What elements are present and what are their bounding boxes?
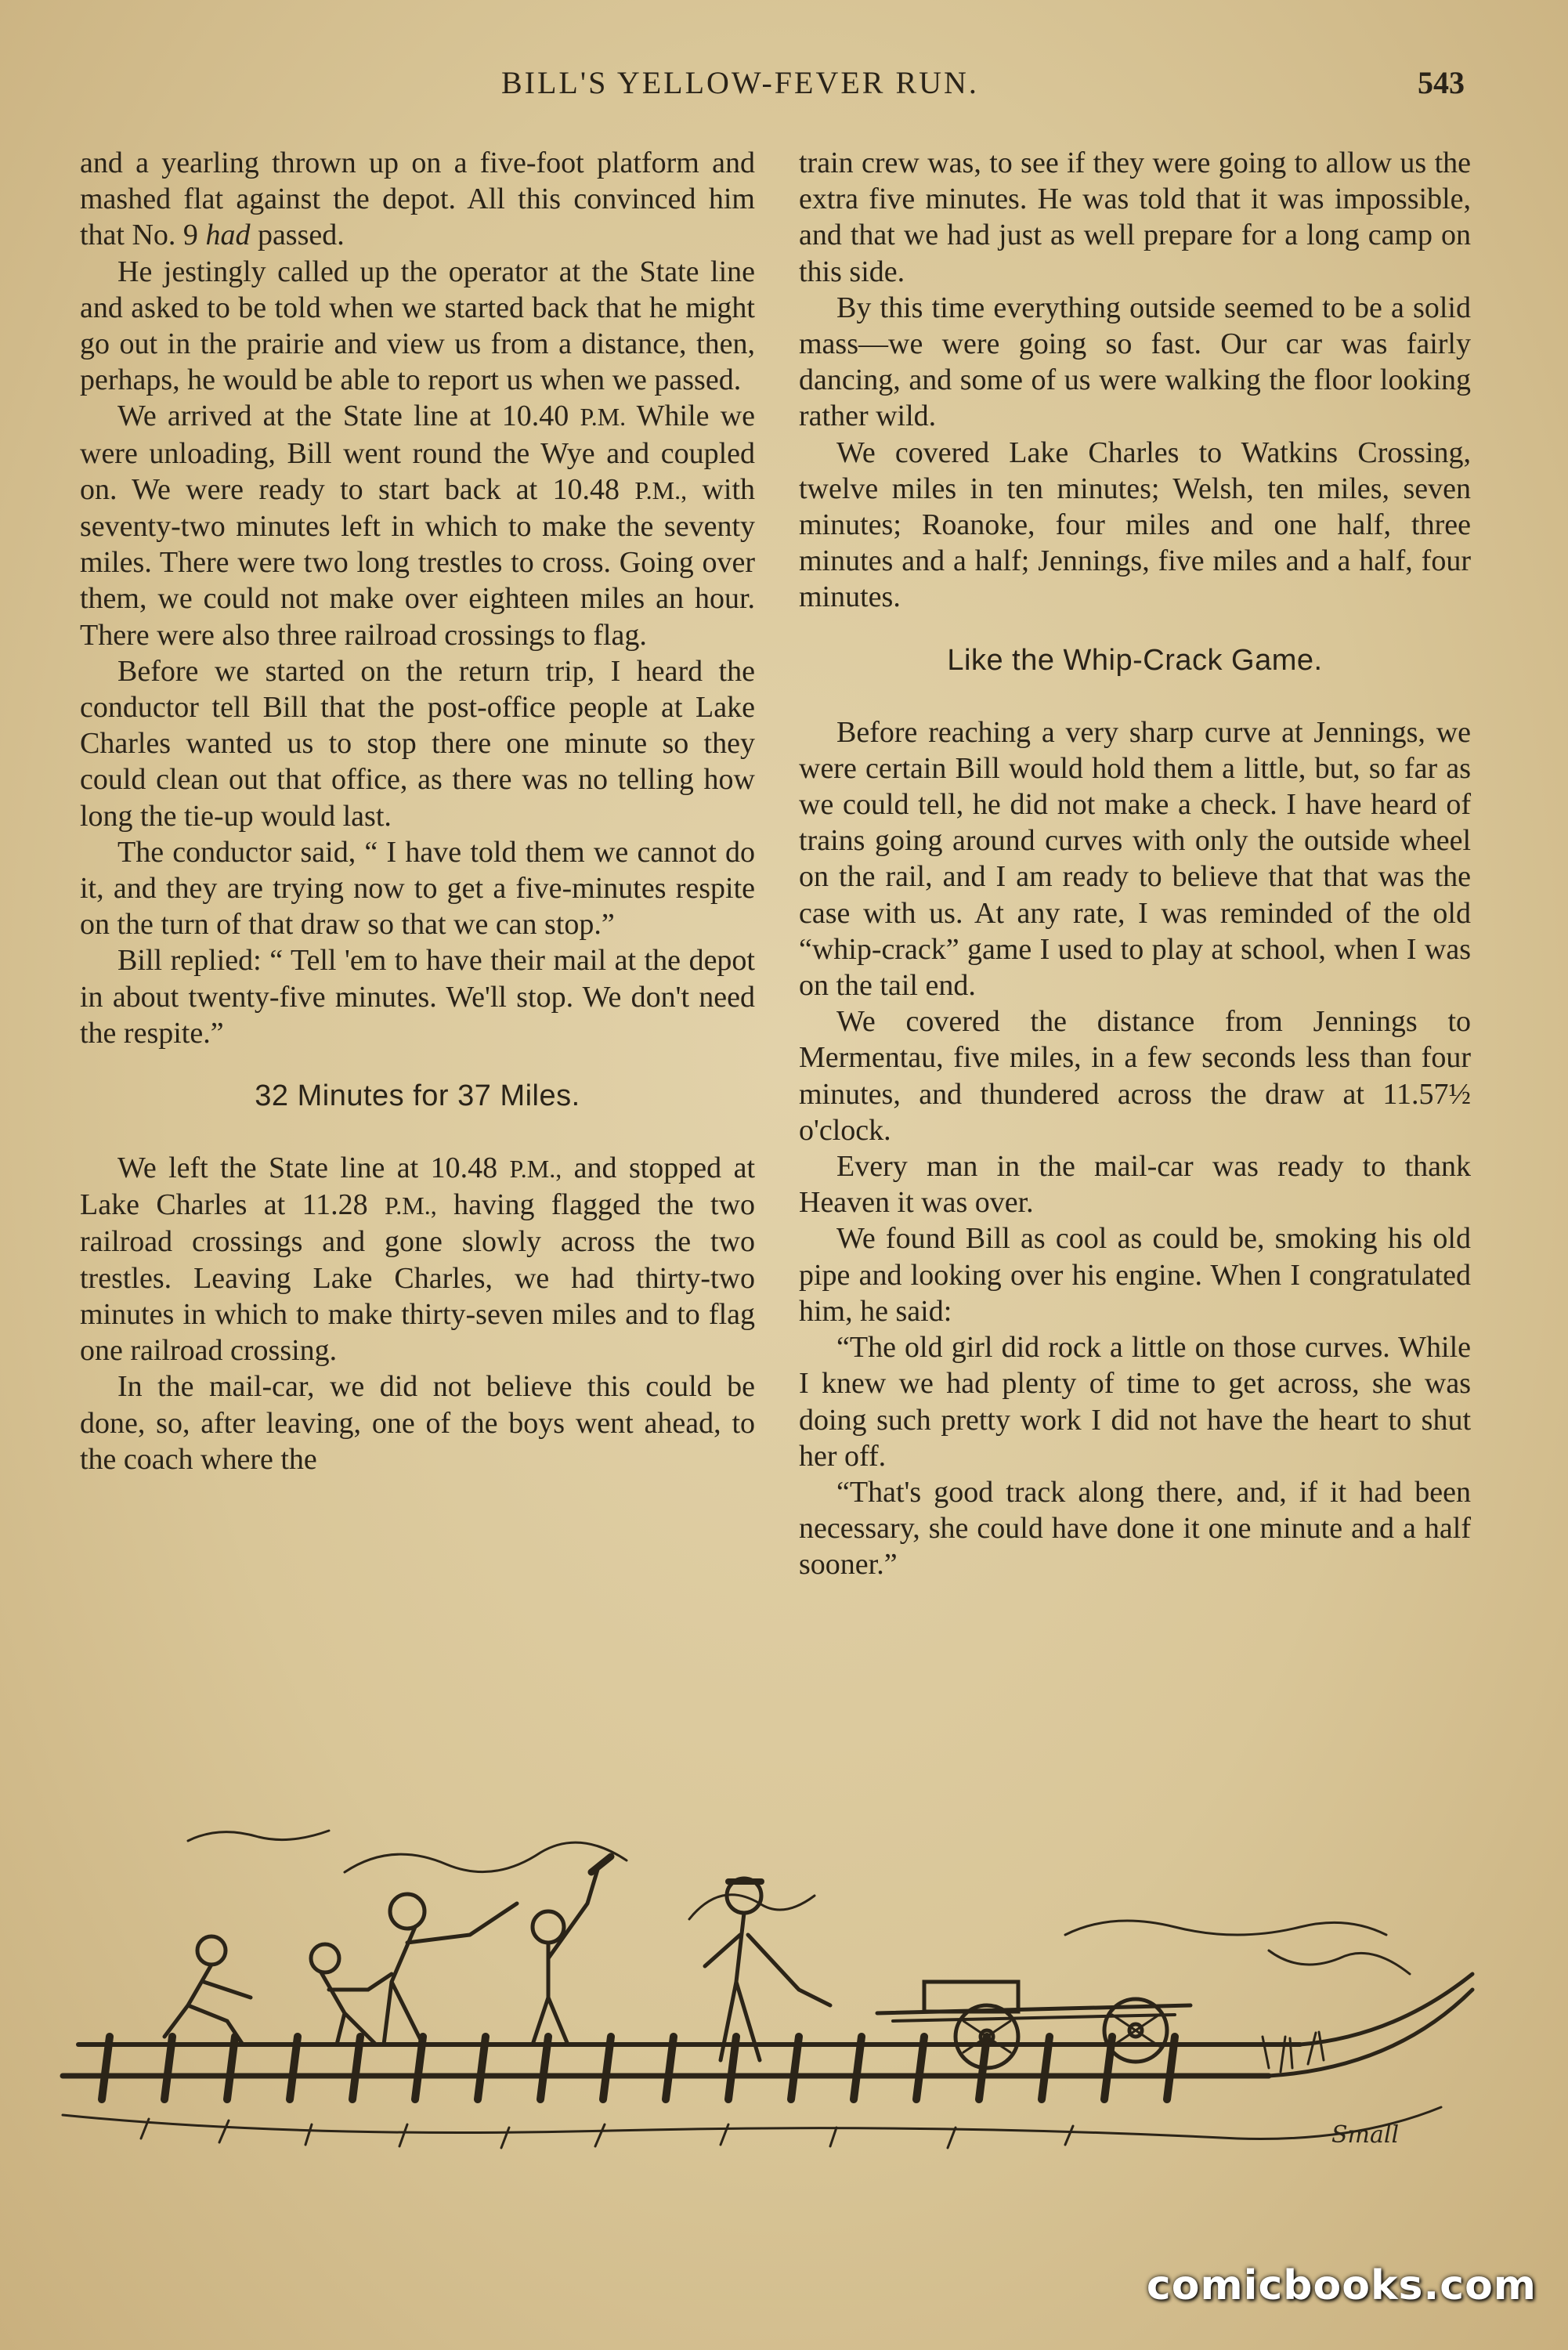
left-column: [80, 145, 755, 1477]
watermark: comicbooks.com: [1146, 2262, 1537, 2309]
section-heading: Like the Whip-Crack Game.: [947, 643, 1323, 677]
paragraph: By this time everything outside seemed to be a solid mass—we were going so fast. Our car was fairly dancing, and some of us were walking the floor looking rather wild.: [799, 291, 1471, 433]
paragraph: train crew was, to see if they were going to allow us the extra five minutes. He was told that it was impossible, and that we had just as well prepare for a long camp on this side.: [799, 146, 1471, 288]
paragraph: The conductor said, “ I have told them we cannot do it, and they are trying now to get a five-minutes respite on the turn of that draw so that we can stop.”: [80, 835, 755, 942]
paragraph: “That's good track along there, and, if it had been necessary, she could have done it one minute and a half sooner.”: [799, 1475, 1471, 1582]
paragraph: We left the State line at 10.48 P.M., and stopped at Lake Charles at 11.28 P.M., having flagged the two railroad crossings and gone slowly across the two trestles. Leaving Lake Charles, we had thirty-two minutes in which to make thirty-seven miles and to flag one railroad crossing.: [80, 1152, 756, 1368]
running-title: BILL'S YELLOW-FEVER RUN.: [501, 65, 979, 100]
right-column: [799, 145, 1471, 1583]
paragraph: In the mail-car, we did not believe this could be done, so, after leaving, one of the boys went ahead, to the coach where the: [80, 1370, 755, 1476]
paragraph: He jestingly called up the operator at the State line and asked to be told when we started back that he might go out in the prairie and view us from a distance, then, perhaps, he would be able to report us when we passed.: [80, 255, 755, 397]
paragraph: Bill replied: “ Tell 'em to have their mail at the depot in about twenty-five minutes. We'll stop. We don't need the respite.”: [80, 944, 755, 1050]
paragraph: Every man in the mail-car was ready to thank Heaven it was over.: [799, 1150, 1471, 1220]
running-head: [0, 64, 1568, 111]
artist-signature: Small: [1331, 2121, 1400, 2149]
section-heading: 32 Minutes for 37 Miles.: [255, 1079, 580, 1113]
page-number: 543: [1418, 65, 1465, 100]
paragraph: Before we started on the return trip, I heard the conductor tell Bill that the post-office people at Lake Charles wanted us to stop there one minute so they could clean out that office, as there was no telling how long the tie-up would last.: [80, 654, 755, 833]
paragraph: We covered Lake Charles to Watkins Crossing, twelve miles in ten minutes; Welsh, ten miles, seven minutes; Roanoke, four miles and one half, three minutes and a half; Jennings, five miles and a half, four minutes.: [799, 436, 1471, 614]
paragraph: We arrived at the State line at 10.40 P.M. While we were unloading, Bill went round the Wye and coupled on. We were ready to start back at 10.48 P.M., with seventy-two minutes left in which to make the seventy miles. There were two long trestles to cross. Going over them, we could not make over eighteen miles an hour. There were also three railroad crossings to flag.: [80, 400, 756, 652]
paragraph: We found Bill as cool as could be, smoking his old pipe and looking over his engine. When I congratulated him, he said:: [799, 1222, 1471, 1328]
emphasis: had: [205, 219, 251, 252]
paragraph: “The old girl did rock a little on those curves. While I knew we had plenty of time to get across, she was doing such pretty work I did not have the heart to shut her off.: [799, 1331, 1471, 1473]
paragraph: We covered the distance from Jennings to Mermentau, five miles, in a few seconds less than four minutes, and thundered across the draw at 11.57½ o'clock.: [799, 1005, 1471, 1147]
paragraph: Before reaching a very sharp curve at Jennings, we were certain Bill would hold them a little, but, so far as we could tell, he did not make a check. I have heard of trains going around curves with only the outside wheel on the rail, and I am ready to believe that that was the case with us. At any rate, I was reminded of the old “whip-crack” game I used to play at school, when I was on the tail end.: [799, 715, 1471, 1003]
railroad-crew-illustration: [47, 1810, 1519, 2217]
paragraph: and a yearling thrown up on a five-foot platform and mashed flat against the depot. All this convinced him that No. 9 had passed.: [80, 146, 755, 252]
